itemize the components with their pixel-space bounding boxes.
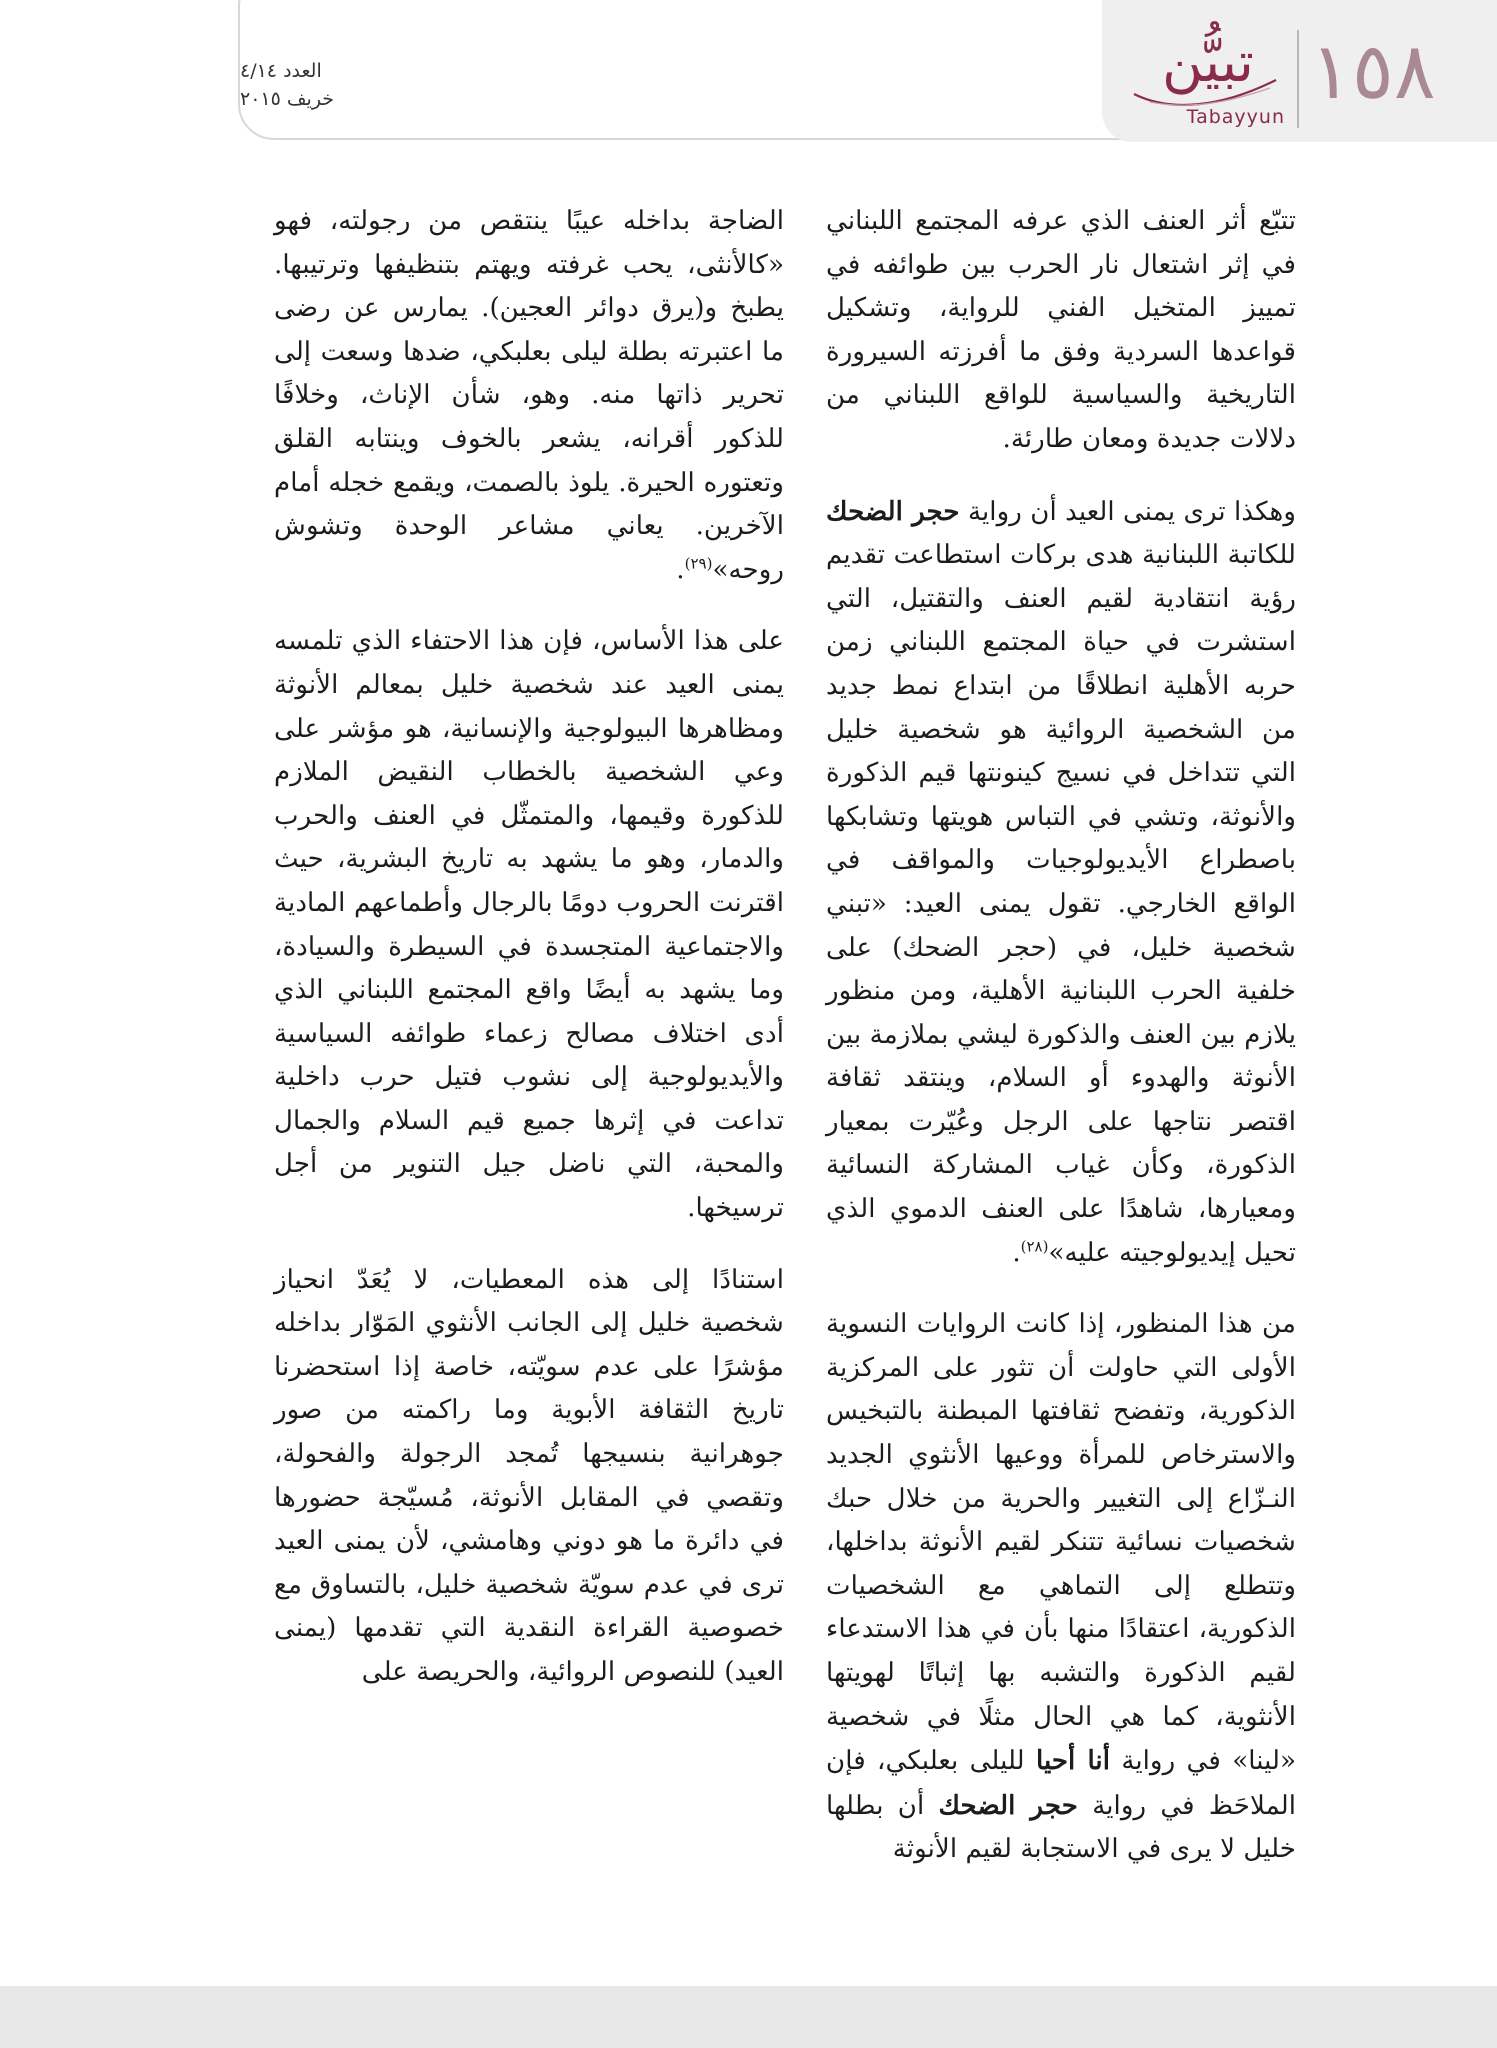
paragraph-text: استنادًا إلى هذه المعطيات، لا يُعَدّ انحياز شخصية خليل إلى الجانب الأنثوي المَوّار بداخله مؤشرًا على عدم سويّته، خاصة إذا استحضرنا تاريخ الثقافة الأبوية وما راكمته من صور جوهرانية بنسيجها تُمجد الرجولة والفحولة، وتقصي في المقابل الأنوثة، مُسيّجة حضورها في دائرة ما هو دوني وهامشي، لأن يمنى العيد ترى في عدم سويّة شخصية خليل، بالتساوق مع خصوصية القراءة النقدية التي تقدمها (يمنى العيد) للنصوص الروائية، والحريصة على [274, 1264, 784, 1687]
footnote-ref[interactable]: (٢٩) [684, 554, 713, 573]
footnote-ref[interactable]: (٢٨) [1020, 1236, 1049, 1255]
paragraph [826, 200, 1296, 462]
journal-logo-latin: Tabayyun [1186, 106, 1285, 128]
paragraph-end: . [1012, 1237, 1021, 1268]
paragraph-text: لليلى بعلبكي، فإن الملاحَظ في رواية [826, 1746, 1296, 1821]
issue-date: خريف ٢٠١٥ [240, 88, 335, 110]
paragraph-text: تتبّع أثر العنف الذي عرفه المجتمع اللبناني في إثر اشتعال نار الحرب بين طوائفه في تمييز المتخيل الفني للرواية، وتشكيل قواعدها السردية وفق ما أفرزته السيرورة التاريخية والسياسية للواقع اللبناني من دلالات جديدة ومعان طارئة. [826, 206, 1296, 454]
journal-logo-arabic: تبيُّن [1161, 30, 1254, 95]
paragraph [826, 490, 1296, 1276]
paragraph-text: أن بطلها خليل لا يرى في الاستجابة لقيم الأنوثة [826, 1790, 1296, 1865]
novel-title: حجر الضحك [826, 495, 960, 527]
novel-title: حجر الضحك [938, 1789, 1078, 1821]
paragraph [274, 200, 784, 592]
text-column-left [274, 200, 784, 1920]
paragraph-end: . [676, 554, 685, 585]
paragraph-text: الضاجة بداخله عيبًا ينتقص من رجولته، فهو «كالأنثى، يحب غرفته ويهتم بتنظيفها وترتيبها. يطبخ و(يرق دوائر العجين). يمارس عن رضى ما اعتبرته بطلة ليلى بعلبكي، ضدها وسعت إلى تحرير ذاتها منه. وهو، شأن الإناث، وخلافًا للذكور أقرانه، يشعر بالخوف وينتابه القلق وتعتوره الحيرة. يلوذ بالصمت، ويقمع خجله أمام الآخرين. يعاني مشاعر الوحدة وتشوش روحه» [274, 206, 784, 585]
paragraph [826, 1303, 1296, 1872]
novel-title: أنا أحيا [1035, 1745, 1110, 1777]
paragraph [274, 1259, 784, 1695]
paragraph-text: على هذا الأساس، فإن هذا الاحتفاء الذي تلمسه يمنى العيد عند شخصية خليل بمعالم الأنوثة ومظاهرها البيولوجية والإنسانية، هو مؤشر على وعي الشخصية بالخطاب النقيض الملازم للذكورة وقيمها، والمتمثّل في العنف والحرب والدمار، وهو ما يشهد به تاريخ البشرية، حيث اقترنت الحروب دومًا بالرجال وأطماعهم المادية والاجتماعية المتجسدة في السيطرة والسيادة، وما يشهد به أيضًا واقع المجتمع اللبناني الذي أدى اختلاف مصالح زعماء طوائفه السياسية والأيديولوجية إلى نشوب فتيل حرب داخلية تداعت في إثرها جميع قيم السلام والجمال والمحبة، التي ناضل جيل التنوير من أجل ترسيخها. [274, 626, 784, 1224]
header-divider [1297, 30, 1299, 128]
paragraph-text: وهكذا ترى يمنى العيد أن رواية [959, 496, 1296, 527]
paragraph [274, 620, 784, 1230]
page-number: ١٥٨ [1310, 27, 1436, 117]
issue-number: العدد ٤/١٤ [240, 60, 322, 82]
footer-band [0, 1986, 1497, 2048]
paragraph-text: من هذا المنظور، إذا كانت الروايات النسوية الأولى التي حاولت أن تثور على المركزية الذكورية، وتفضح ثقافتها المبطنة بالتبخيس والاسترخاص للمرأة ووعيها الأنثوي الجديد النـزّاع إلى التغيير والحرية من خلال حبك شخصيات نسائية تتنكر لقيم الأنوثة بداخلها، وتتطلع إلى التماهي مع الشخصيات الذكورية، اعتقادًا منها بأن في هذا الاستدعاء لقيم الذكورة والتشبه بها إثباتًا لهويتها الأنثوية، كما هي الحال مثلًا في شخصية «لينا» في رواية [826, 1309, 1297, 1777]
text-column-right [826, 200, 1296, 1920]
paragraph-text: للكاتبة اللبنانية هدى بركات استطاعت تقديم رؤية انتقادية لقيم العنف والتقتيل، التي استشرت في حياة المجتمع اللبناني زمن حربه الأهلية انطلاقًا من ابتداع نمط جديد من الشخصية الروائية هو شخصية خليل التي تتداخل في نسيج كينونتها قيم الذكورة والأنوثة، وتشي في التباس هويتها وتشابكها باصطراع الأيديولوجيات والمواقف في الواقع الخارجي. تقول يمنى العيد: «تبني شخصية خليل، في (حجر الضحك) على خلفية الحرب اللبنانية الأهلية، ومن منظور يلازم بين العنف والذكورة ليشي بملازمة بين الأنوثة والهدوء أو السلام، وينتقد ثقافة اقتصر نتاجها على الرجل وعُيّرت بمعيار الذكورة، وكأن غياب المشاركة النسائية ومعيارها، شاهدًا على العنف الدموي الذي تحيل إيديولوجيته عليه» [826, 540, 1296, 1268]
